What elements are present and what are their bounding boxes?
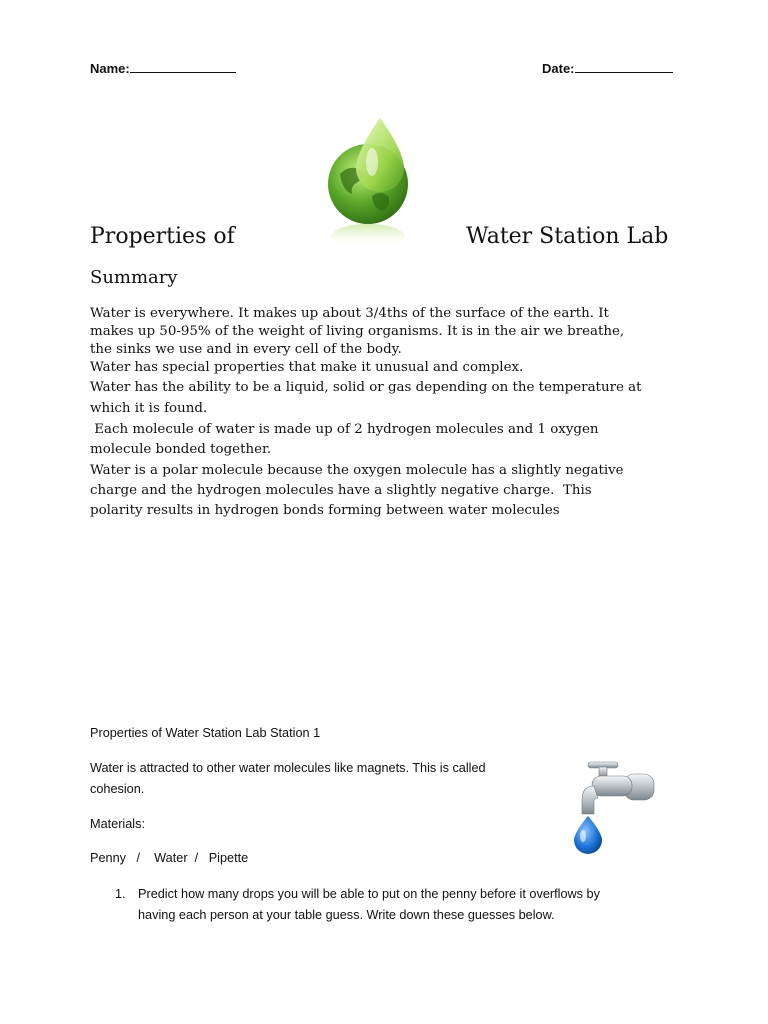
step-item (90, 884, 690, 926)
name-blank[interactable] (130, 58, 236, 73)
materials-list: Penny / Water / Pipette (90, 851, 249, 865)
date-label: Date: (542, 61, 575, 76)
station-intro-line: Water is attracted to other water molecules like magnets. This is called (90, 761, 486, 775)
page-title-right: Water Station Lab (466, 224, 669, 249)
summary-line: makes up 50-95% of the weight of living organisms. It is in the air we breathe, (90, 324, 625, 339)
summary-line: charge and the hydrogen molecules have a slightly negative charge. This (90, 483, 592, 498)
summary-line: Water has the ability to be a liquid, solid or gas depending on the temperature at (90, 380, 642, 395)
summary-line: the sinks we use and in every cell of the body. (90, 342, 402, 357)
summary-line: Each molecule of water is made up of 2 hydrogen molecules and 1 oxygen (90, 422, 599, 437)
summary-heading: Summary (90, 267, 178, 288)
faucet-icon (568, 756, 660, 856)
materials-label: Materials: (90, 817, 145, 831)
summary-line: Water is a polar molecule because the oxygen molecule has a slightly negative (90, 463, 624, 478)
step-line: Predict how many drops you will be able to put on the penny before it overflows by (138, 887, 600, 901)
summary-line: which it is found. (90, 401, 208, 416)
summary-line: Water is everywhere. It makes up about 3/4ths of the surface of the earth. It (90, 306, 609, 321)
summary-line: molecule bonded together. (90, 442, 272, 457)
date-field[interactable] (542, 58, 673, 76)
station-heading: Properties of Water Station Lab Station 1 (90, 726, 321, 740)
name-field[interactable] (90, 58, 236, 76)
name-label: Name: (90, 61, 130, 76)
date-blank[interactable] (575, 58, 673, 73)
summary-body (90, 304, 690, 521)
station-intro-line: cohesion. (90, 782, 145, 796)
summary-line: Water has special properties that make it unusual and complex. (90, 360, 524, 375)
step-line: having each person at your table guess. Write down these guesses below. (138, 908, 555, 922)
step-number: 1. (115, 887, 126, 901)
earth-water-drop-icon (322, 112, 414, 252)
summary-line: polarity results in hydrogen bonds forming between water molecules (90, 503, 560, 518)
page-title-left: Properties of (90, 224, 235, 249)
station-intro (90, 758, 486, 800)
